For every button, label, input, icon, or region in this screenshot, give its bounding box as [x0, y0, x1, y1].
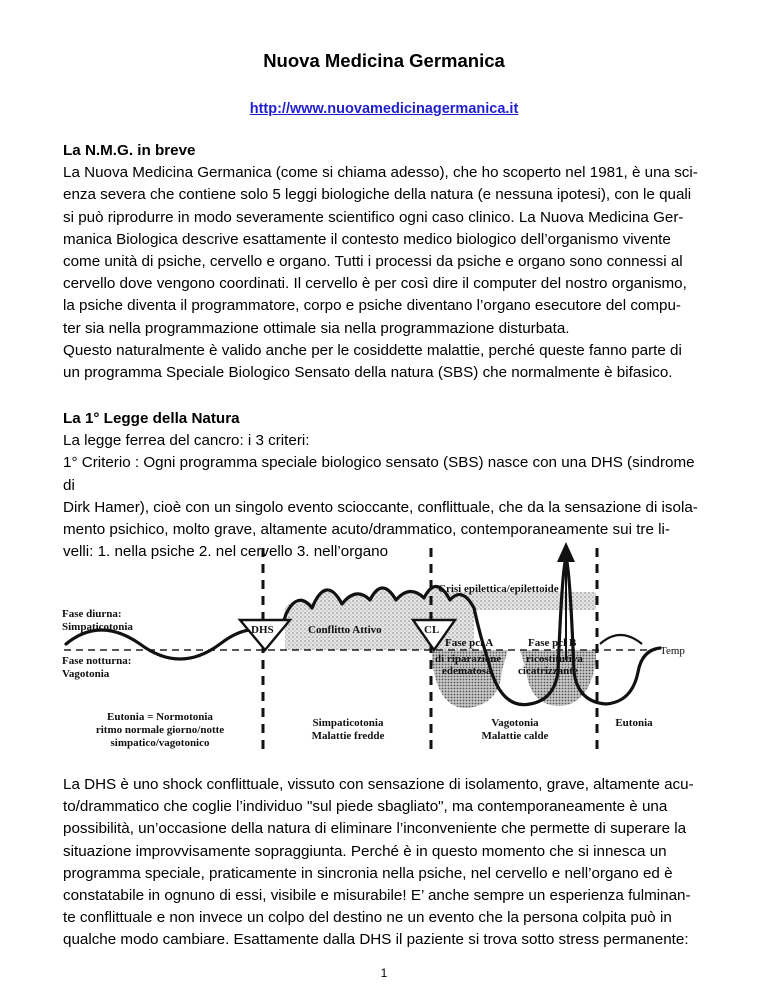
crisis-label: Crisi epilettica/epilettoide	[438, 583, 559, 595]
section-heading: La 1° Legge della Natura	[63, 410, 240, 427]
night-phase-label: Fase notturna:	[62, 655, 132, 667]
vagotonia-label: Vagotonia	[491, 717, 539, 729]
text-line: cervello dove vengono coordinati. Il cervello è per così dire il computer del nostro organismo,	[63, 275, 687, 293]
website-link[interactable]: http://www.nuovamedicinagermanica.it	[249, 101, 519, 117]
sbs-phases-diagram	[60, 540, 710, 762]
cl-label: CL	[424, 624, 440, 636]
text-line: to/drammatico che coglie l’individuo "sul piede sbagliato", ma contemporaneamente è una	[63, 798, 668, 816]
text-line: enza severa che contiene solo 5 leggi biologiche della natura (e nessuna ipotesi), con le quali	[63, 186, 692, 204]
day-phase-label: Fase diurna:	[62, 608, 122, 620]
eutonia-sublabel: simpatico/vagotonico	[110, 737, 210, 749]
text-line: La legge ferrea del cancro: i 3 criteri:	[63, 432, 310, 450]
text-line: La DHS è uno shock conflittuale, vissuto con sensazione di isolamento, grave, altamente acu-	[63, 776, 694, 793]
text-line: La Nuova Medicina Germanica (come si chiama adesso), che ho scoperto nel 1981, è una sci-	[63, 164, 698, 182]
text-line: si può riprodurre in modo severamente scientifico ogni caso clinico. La Nuova Medicina Ger-	[63, 208, 684, 226]
text-line: 1° Criterio : Ogni programma speciale biologico sensato (SBS) nasce con una DHS (sindrome di	[63, 454, 695, 494]
text-line: programma speciale, praticamente in sincronia nella psiche, nel cervello e nell’organo ed è	[63, 864, 673, 882]
pcl-b-label: Fase pcl B	[528, 637, 577, 649]
eutonia-right-label: Eutonia	[615, 717, 653, 729]
text-line: manica Biologica descrive esattamente il contesto medico biologico dell’organismo vivente	[63, 230, 671, 248]
hot-diseases-label: Malattie calde	[481, 730, 549, 742]
eutonia-sublabel: ritmo normale giorno/notte	[95, 724, 225, 736]
pcl-b-sublabel: ricostitutiva	[526, 653, 583, 665]
night-phase-sublabel: Vagotonia	[62, 668, 110, 680]
pcl-b-sublabel: cicatrizzante	[518, 665, 578, 677]
text-line: te conflittuale e non invece un colpo del destino ne un evento che la persona colpita può in	[63, 909, 672, 927]
document-title: Nuova Medicina Germanica	[263, 50, 505, 71]
cold-diseases-label: Malattie fredde	[311, 730, 385, 742]
text-line: velli: 1. nella psiche 2. nel cervello 3. nell’organo	[63, 543, 389, 561]
pcl-a-sublabel: di riparazione	[435, 653, 502, 665]
crisis-arrow-head	[557, 542, 575, 562]
text-line: mento psichico, molto grave, altamente acuto/drammatico, contemporaneamente sui tre li-	[63, 521, 670, 539]
text-line: possibilità, un’occasione della natura di eliminare l’inconveniente che permette di superare la	[63, 820, 687, 838]
text-line: ter sia nella programmazione ottimale sia nella programmazione disturbata.	[63, 319, 570, 337]
eutonia-label: Eutonia = Normotonia	[107, 711, 213, 723]
pcl-a-label: Fase pcl A	[445, 637, 494, 649]
conflict-active-label: Conflitto Attivo	[308, 624, 382, 636]
eutonia-curve	[600, 635, 642, 644]
section-in-breve	[63, 140, 708, 384]
dhs-label: DHS	[251, 624, 274, 636]
pcl-a-sublabel: edematosa	[442, 665, 492, 677]
text-line: la psiche diventa il programmatore, corpo e psiche diventano l’organo esecutore del compu-	[63, 297, 681, 315]
section-dhs	[63, 774, 708, 952]
day-phase-sublabel: Simpaticotonia	[62, 621, 133, 633]
text-line: qualche modo cambiare. Esattamente dalla DHS il paziente si trova sotto stress permanente:	[63, 931, 689, 949]
text-line: Questo naturalmente è valido anche per le cosiddette malattie, perché queste fanno parte di	[63, 341, 682, 359]
page-number: 1	[380, 966, 388, 980]
text-line: situazione improvvisamente sopraggiunta. Perché è in questo momento che si innesca un	[63, 842, 667, 860]
section-heading: La N.M.G. in breve	[63, 142, 196, 159]
text-line: Dirk Hamer), cioè con un singolo evento scioccante, conflittuale, che da la sensazione di isola-	[63, 498, 698, 516]
text-line: un programma Speciale Biologico Sensato della natura (SBS) che normalmente è bifasico.	[63, 364, 673, 382]
time-axis-label: Temp	[660, 645, 685, 657]
sympathicotonia-label: Simpaticotonia	[312, 717, 384, 729]
text-line: constatabile in ognuno di essi, visibile e misurabile! E’ anche sempre un esperienza fulminan-	[63, 887, 691, 905]
text-line: come unità di psiche, cervello e organo. Tutti i processi da psiche e organo sono connessi al	[63, 253, 683, 271]
